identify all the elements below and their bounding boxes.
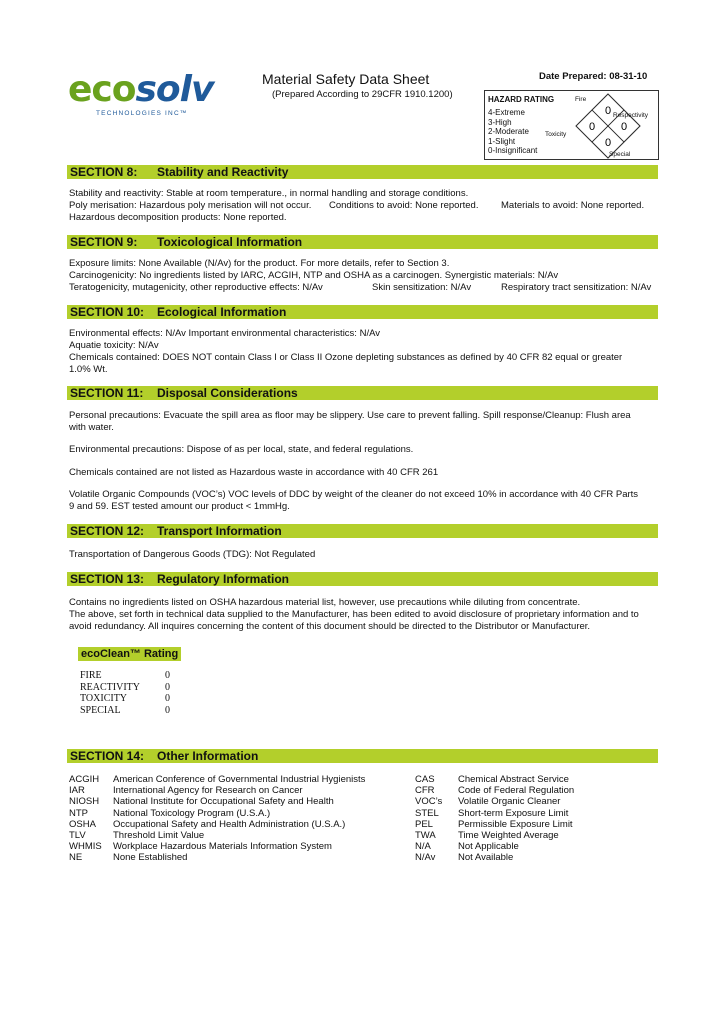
abbr-term: ACGIH: [69, 774, 100, 785]
hazard-scale-item: 0-Insignificant: [488, 146, 538, 155]
fire-value: 0: [604, 105, 612, 117]
document-subtitle: (Prepared According to 29CFR 1910.1200): [272, 89, 453, 100]
ecoclean-value: 0: [165, 682, 170, 693]
abbr-definition: Not Available: [458, 852, 514, 863]
ecoclean-value: 0: [165, 705, 170, 716]
section-11-line: Volatile Organic Compounds (VOC’s) VOC levels of DDC by weight of the cleaner do not exceed 10% in accordance with 40 CFR Parts: [69, 489, 639, 500]
section-10-header: [67, 305, 658, 319]
section-8-line: Stability and reactivity: Stable at room temperature., in normal handling and storage conditions.: [69, 188, 469, 199]
abbr-term: STEL: [415, 808, 439, 819]
abbr-term: WHMIS: [69, 841, 102, 852]
section-8-line: Materials to avoid: None reported.: [501, 200, 645, 211]
section-11-line: with water.: [69, 422, 114, 433]
logo-subtitle: TECHNOLOGIES INC™: [96, 110, 188, 117]
section-number: SECTION 12:: [70, 524, 145, 538]
ecoclean-value: 0: [165, 670, 170, 681]
reactivity-value: 0: [620, 121, 628, 133]
abbr-definition: Permissible Exposure Limit: [458, 819, 573, 830]
section-number: SECTION 8:: [70, 165, 138, 179]
section-9-line: Exposure limits: None Available (N/Av) for the product. For more details, refer to Section 3.: [69, 258, 450, 269]
hazard-scale-item: 4-Extreme: [488, 108, 525, 117]
section-13-line: The above, set forth in technical data supplied to the Manufacturer, has been edited to avoid disclosure of proprietary information and to: [69, 609, 639, 620]
section-11-header: [67, 386, 658, 400]
hazard-scale-item: 3-High: [488, 117, 512, 127]
abbr-term: CFR: [415, 785, 435, 796]
date-prepared: Date Prepared: 08-31-10: [539, 71, 648, 82]
section-title: Other Information: [157, 749, 259, 763]
abbr-definition: Threshold Limit Value: [113, 830, 205, 841]
abbr-term: CAS: [415, 774, 435, 785]
section-9-line: Respiratory tract sensitization: N/Av: [501, 282, 652, 293]
ecoclean-value: 0: [165, 693, 170, 704]
section-title: Disposal Considerations: [157, 386, 298, 400]
ecoclean-label: SPECIAL: [80, 705, 121, 716]
ecoclean-rating-title: ecoClean™ Rating: [81, 648, 179, 660]
section-10-line: Environmental effects: N/Av Important environmental characteristics: N/Av: [69, 328, 380, 339]
section-8-line: Hazardous decomposition products: None reported.: [69, 212, 287, 223]
section-13-line: avoid redundancy. All inquires concerning the content of this document should be directed to the Distributor or Manufacturer.: [69, 621, 591, 632]
fire-label: Fire: [575, 96, 587, 103]
section-title: Stability and Reactivity: [157, 165, 289, 179]
abbr-definition: National Institute for Occupational Safety and Health: [113, 796, 334, 807]
abbr-term: PEL: [415, 819, 433, 830]
abbr-term: IAR: [69, 785, 85, 796]
abbr-definition: Not Applicable: [458, 841, 519, 852]
abbr-definition: International Agency for Research on Cancer: [113, 785, 303, 796]
section-11-line: Chemicals contained are not listed as Hazardous waste in accordance with 40 CFR 261: [69, 467, 439, 478]
abbr-definition: None Established: [113, 852, 188, 863]
special-label: Special: [609, 151, 631, 158]
abbr-definition: Code of Federal Regulation: [458, 785, 575, 796]
section-12-header: [67, 524, 658, 538]
section-9-line: Skin sensitization: N/Av: [372, 282, 472, 293]
section-title: Regulatory Information: [157, 572, 290, 586]
section-title: Transport Information: [157, 524, 282, 538]
section-number: SECTION 14:: [70, 749, 145, 763]
section-11-line: Environmental precautions: Dispose of as per local, state, and federal regulations.: [69, 444, 414, 455]
section-number: SECTION 9:: [70, 235, 138, 249]
company-logo: [68, 69, 218, 122]
ecoclean-rating-header: [78, 647, 181, 661]
toxicity-value: 0: [588, 121, 596, 133]
section-11-line: 9 and 59. EST tested amount our product < 1mmHg.: [69, 501, 290, 512]
ecoclean-label: TOXICITY: [80, 693, 128, 704]
section-number: SECTION 10:: [70, 305, 145, 319]
abbr-term: N/A: [415, 841, 431, 852]
section-10-line: Chemicals contained: DOES NOT contain Class I or Class II Ozone depleting substances as defined by 40 CFR 82 equal or greater: [69, 352, 623, 363]
section-14-header: [67, 749, 658, 763]
abbr-definition: Chemical Abstract Service: [458, 774, 569, 785]
abbr-term: NE: [69, 852, 83, 863]
section-9-header: [67, 235, 658, 249]
section-10-line: Aquatie toxicity: N/Av: [69, 340, 159, 351]
section-title: Toxicological Information: [157, 235, 303, 249]
section-8-line: Conditions to avoid: None reported.: [329, 200, 479, 211]
abbr-definition: Occupational Safety and Health Administration (U.S.A.): [113, 819, 346, 830]
hazard-rating-box: [484, 90, 659, 160]
section-number: SECTION 13:: [70, 572, 145, 586]
section-12-line: Transportation of Dangerous Goods (TDG): Not Regulated: [69, 549, 316, 560]
abbr-term: TWA: [415, 830, 436, 841]
abbr-term: VOC’s: [415, 796, 443, 807]
document-title: Material Safety Data Sheet: [262, 71, 430, 87]
section-11-line: Personal precautions: Evacuate the spill area as floor may be slippery. Use care to prevent falling. Spill response/Cleanup: Flush area: [69, 410, 631, 421]
section-title: Ecological Information: [157, 305, 287, 319]
hazard-scale-item: 2-Moderate: [488, 127, 529, 136]
hazard-scale-item: 1-Slight: [488, 136, 516, 146]
abbr-definition: Short-term Exposure Limit: [458, 808, 569, 819]
abbr-term: OSHA: [69, 819, 96, 830]
logo-eco: eco: [68, 69, 136, 110]
abbr-term: TLV: [69, 830, 86, 841]
toxicity-label: Toxicity: [545, 131, 567, 138]
abbr-term: NIOSH: [69, 796, 100, 807]
abbr-definition: Volatile Organic Cleaner: [458, 796, 561, 807]
abbr-definition: National Toxicology Program (U.S.A.): [113, 808, 271, 819]
section-8-header: [67, 165, 658, 179]
section-number: SECTION 11:: [70, 386, 144, 400]
section-9-line: Carcinogenicity: No ingredients listed by IARC, ACGIH, NTP and OSHA as a carcinogen. Synergistic materials: N/Av: [69, 270, 559, 281]
hazard-rating-title: HAZARD RATING: [488, 95, 555, 104]
abbr-definition: Workplace Hazardous Materials Information System: [113, 841, 332, 852]
hazard-scale-list: [488, 108, 537, 156]
special-value: 0: [604, 137, 612, 149]
section-13-header: [67, 572, 658, 586]
abbr-term: NTP: [69, 808, 88, 819]
abbr-definition: Time Weighted Average: [458, 830, 559, 841]
section-8-line: Poly merisation: Hazardous poly merisation will not occur.: [69, 200, 312, 211]
section-10-line: 1.0% Wt.: [69, 364, 108, 375]
logo-wordmark: [68, 69, 214, 110]
abbr-term: N/Av: [415, 852, 436, 863]
abbr-definition: American Conference of Governmental Industrial Hygienists: [113, 774, 366, 785]
ecoclean-label: REACTIVITY: [80, 682, 140, 693]
ecoclean-label: FIRE: [80, 670, 102, 681]
reactivity-label: Respectivity: [613, 112, 649, 119]
logo-solv: solv: [135, 69, 214, 110]
section-13-line: Contains no ingredients listed on OSHA hazardous material list, however, use precautions while diluting from concentrate.: [69, 597, 581, 608]
section-9-line: Teratogenicity, mutagenicity, other reproductive effects: N/Av: [69, 282, 323, 293]
